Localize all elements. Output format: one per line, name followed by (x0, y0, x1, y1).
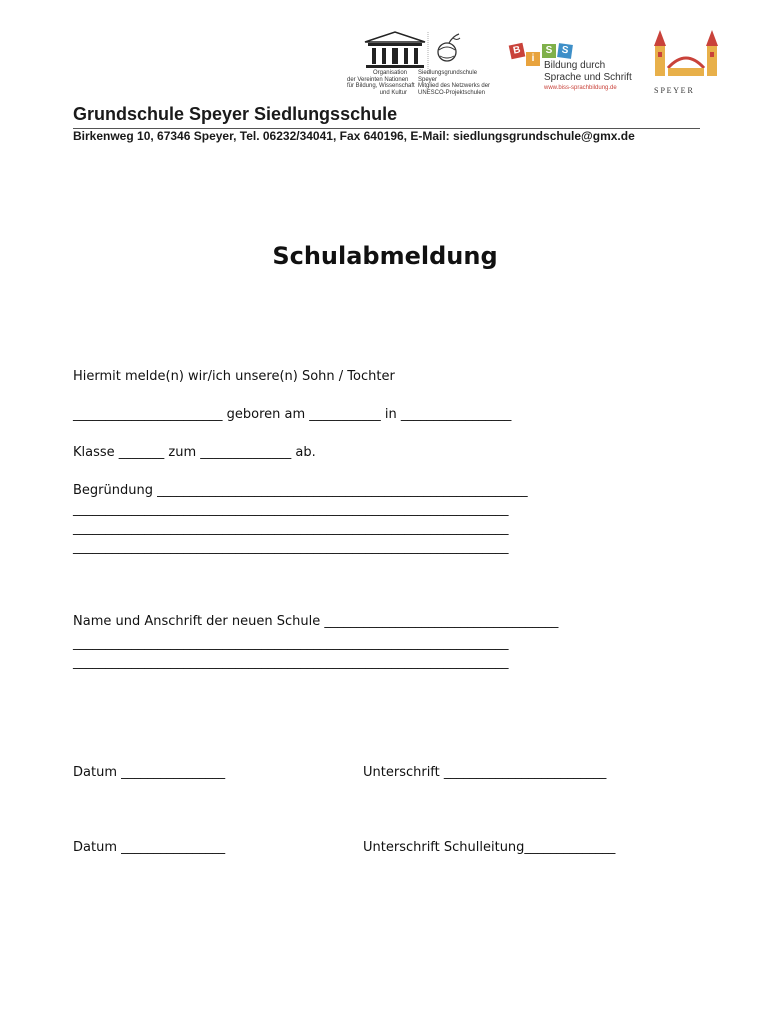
cathedral-icon (648, 28, 724, 84)
school-address: Birkenweg 10, 67346 Speyer, Tel. 06232/34041, Fax 640196, E-Mail: siedlungsgrundschule@gmx.de (73, 129, 635, 143)
form-title: Schulabmeldung (272, 242, 498, 270)
speyer-label: S P E Y E R (654, 86, 693, 95)
signature-field-parent[interactable]: Unterschrift _________________________ (363, 765, 607, 780)
reason-line[interactable]: Begründung _________________________________________________________ (73, 483, 528, 498)
signature-field-school[interactable]: Unterschrift Schulleitung______________ (363, 840, 616, 855)
date-field-parent[interactable]: Datum ________________ (73, 765, 226, 780)
birth-line[interactable]: _______________________ geboren am ___________ in _________________ (73, 407, 512, 422)
intro-text: Hiermit melde(n) wir/ich unsere(n) Sohn / Tochter (73, 369, 395, 384)
class-line[interactable]: Klasse _______ zum ______________ ab. (73, 445, 316, 460)
network-caption: Siedlungsgrundschule Speyer Mitglied des Netzwerks der UNESCO-Projektschulen (418, 70, 491, 96)
biss-line-1: Bildung durch (544, 60, 606, 71)
biss-block-i: i (526, 52, 540, 66)
globe-sprout-icon (435, 32, 463, 66)
reason-extra-line[interactable]: ___________________________________________________________________ (73, 502, 509, 517)
new-school-extra-line[interactable]: ___________________________________________________________________ (73, 655, 509, 670)
date-field-school[interactable]: Datum ________________ (73, 840, 226, 855)
biss-block-b: B (509, 43, 526, 60)
biss-block-s2: S (557, 43, 573, 59)
biss-block-s1: S (542, 44, 556, 58)
biss-line-2: Sprache und Schrift (544, 72, 632, 83)
new-school-extra-line[interactable]: ___________________________________________________________________ (73, 636, 509, 651)
biss-url: www.biss-sprachbildung.de (544, 85, 617, 91)
reason-extra-line[interactable]: ___________________________________________________________________ (73, 540, 509, 555)
speyer-logo (648, 28, 728, 98)
unesco-caption: Organisation der Vereinten Nationen für Bildung, Wissenschaft und Kultur (347, 70, 415, 96)
unesco-logo (345, 30, 495, 100)
reason-extra-line[interactable]: ___________________________________________________________________ (73, 521, 509, 536)
biss-logo (510, 40, 640, 96)
school-name: Grundschule Speyer Siedlungsschule (73, 104, 398, 124)
unesco-temple-icon (360, 30, 430, 74)
new-school-line[interactable]: Name und Anschrift der neuen Schule ____________________________________ (73, 614, 559, 629)
